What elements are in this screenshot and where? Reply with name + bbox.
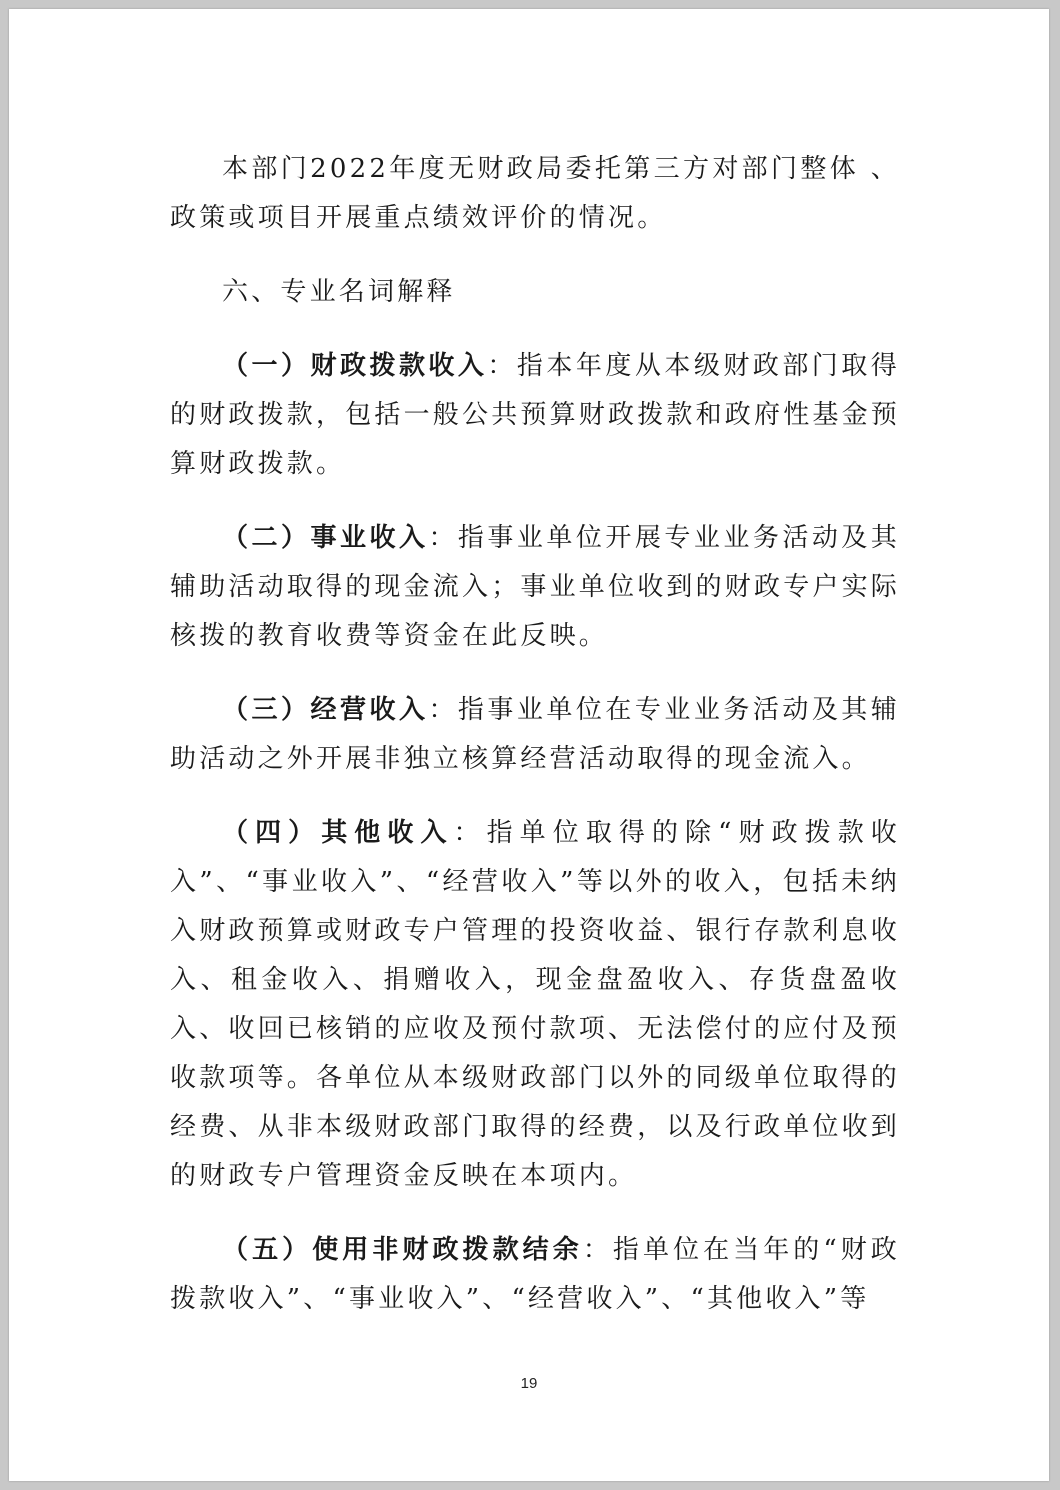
page-number: 19: [520, 1375, 538, 1392]
definition-term-4: （四）其他收入: [222, 818, 454, 848]
definition-paragraph-4: [170, 809, 900, 1201]
definition-body-1: ：指本年度从本级财政部门取得的财政拨款，包括一般公共预算财政拨款和政府性基金预算财政拨款。: [170, 351, 901, 479]
intro-paragraph: 本部门2022年度无财政局委托第三方对部门整体 、政策或项目开展重点绩效评价的情况。: [170, 154, 900, 233]
definition-body-2: ：指事业单位开展专业业务活动及其辅助活动取得的现金流入；事业单位收到的财政专户实际核拨的教育收费等资金在此反映。: [170, 523, 901, 651]
definition-body-4: ：指单位取得的除“财政拨款收入”、“事业收入”、“经营收入”等以外的收入，包括未纳入财政预算或财政专户管理的投资收益、银行存款利息收入、租金收入、捐赠收入，现金盘盈收入、存货盘盈收入、收回已核销的应收及预付款项、无法偿付的应付及预收款项等。各单位从本级财政部门以外的同级单位取得的经费、从非本级财政部门取得的经费，以及行政单位收到的财政专户管理资金反映在本项内。: [170, 818, 901, 1191]
document-page: [9, 9, 1049, 1481]
definition-paragraph-5: [170, 1226, 900, 1324]
definition-body-5: ：指单位在当年的“财政拨款收入”、“事业收入”、“经营收入”、“其他收入”等: [170, 1235, 900, 1314]
definition-paragraph-1: [170, 342, 900, 489]
page-content: [170, 145, 900, 1349]
definition-term-5: （五）使用非财政拨款结余: [222, 1235, 583, 1265]
section-heading: 六、专业名词解释: [222, 277, 456, 307]
definition-paragraph-3: [170, 686, 900, 784]
definition-term-2: （二）事业收入: [222, 523, 429, 553]
definition-term-1: （一）财政拨款收入: [222, 351, 488, 381]
definition-body-3: ：指事业单位在专业业务活动及其辅助活动之外开展非独立核算经营活动取得的现金流入。: [170, 695, 900, 774]
definition-paragraph-2: [170, 514, 900, 661]
definition-term-3: （三）经营收入: [222, 695, 429, 725]
